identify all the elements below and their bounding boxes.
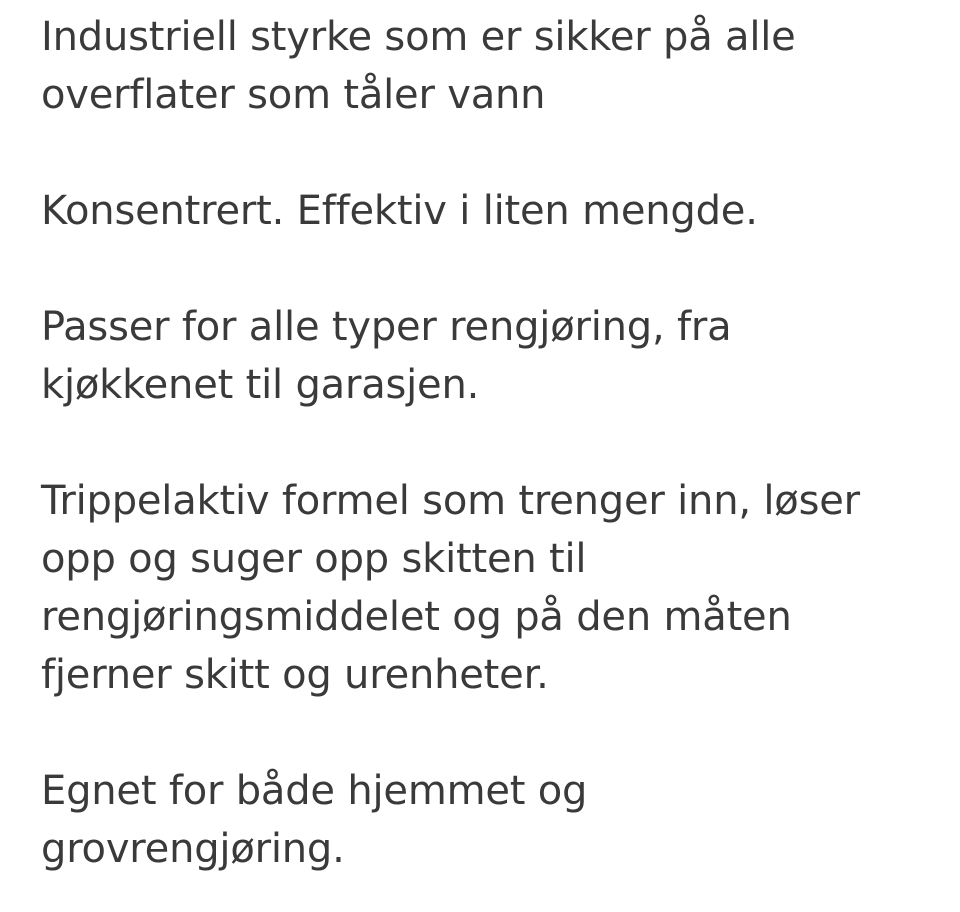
paragraph-concentrated	[41, 182, 941, 240]
text-line: Konsentrert. Effektiv i liten mengde.	[41, 188, 758, 234]
text-line: fjerner skitt og urenheter.	[41, 652, 549, 698]
text-line: grovrengjøring.	[41, 826, 345, 872]
text-line: Trippelaktiv formel som trenger inn, løser	[41, 478, 860, 524]
paragraph-home-and-heavy-duty	[41, 762, 941, 878]
text-line: kjøkkenet til garasjen.	[41, 362, 480, 408]
text-line: rengjøringsmiddelet og på den måten	[41, 594, 792, 640]
text-line: Industriell styrke som er sikker på alle	[41, 14, 796, 60]
paragraph-surface-safety	[41, 8, 941, 124]
text-line: opp og suger opp skitten til	[41, 536, 587, 582]
text-line: overflater som tåler vann	[41, 72, 546, 118]
paragraph-all-cleaning-types	[41, 298, 941, 414]
paragraph-triple-action-formula	[41, 472, 941, 704]
text-line: Egnet for både hjemmet og	[41, 768, 588, 814]
product-description	[41, 8, 941, 878]
text-line: Passer for alle typer rengjøring, fra	[41, 304, 732, 350]
